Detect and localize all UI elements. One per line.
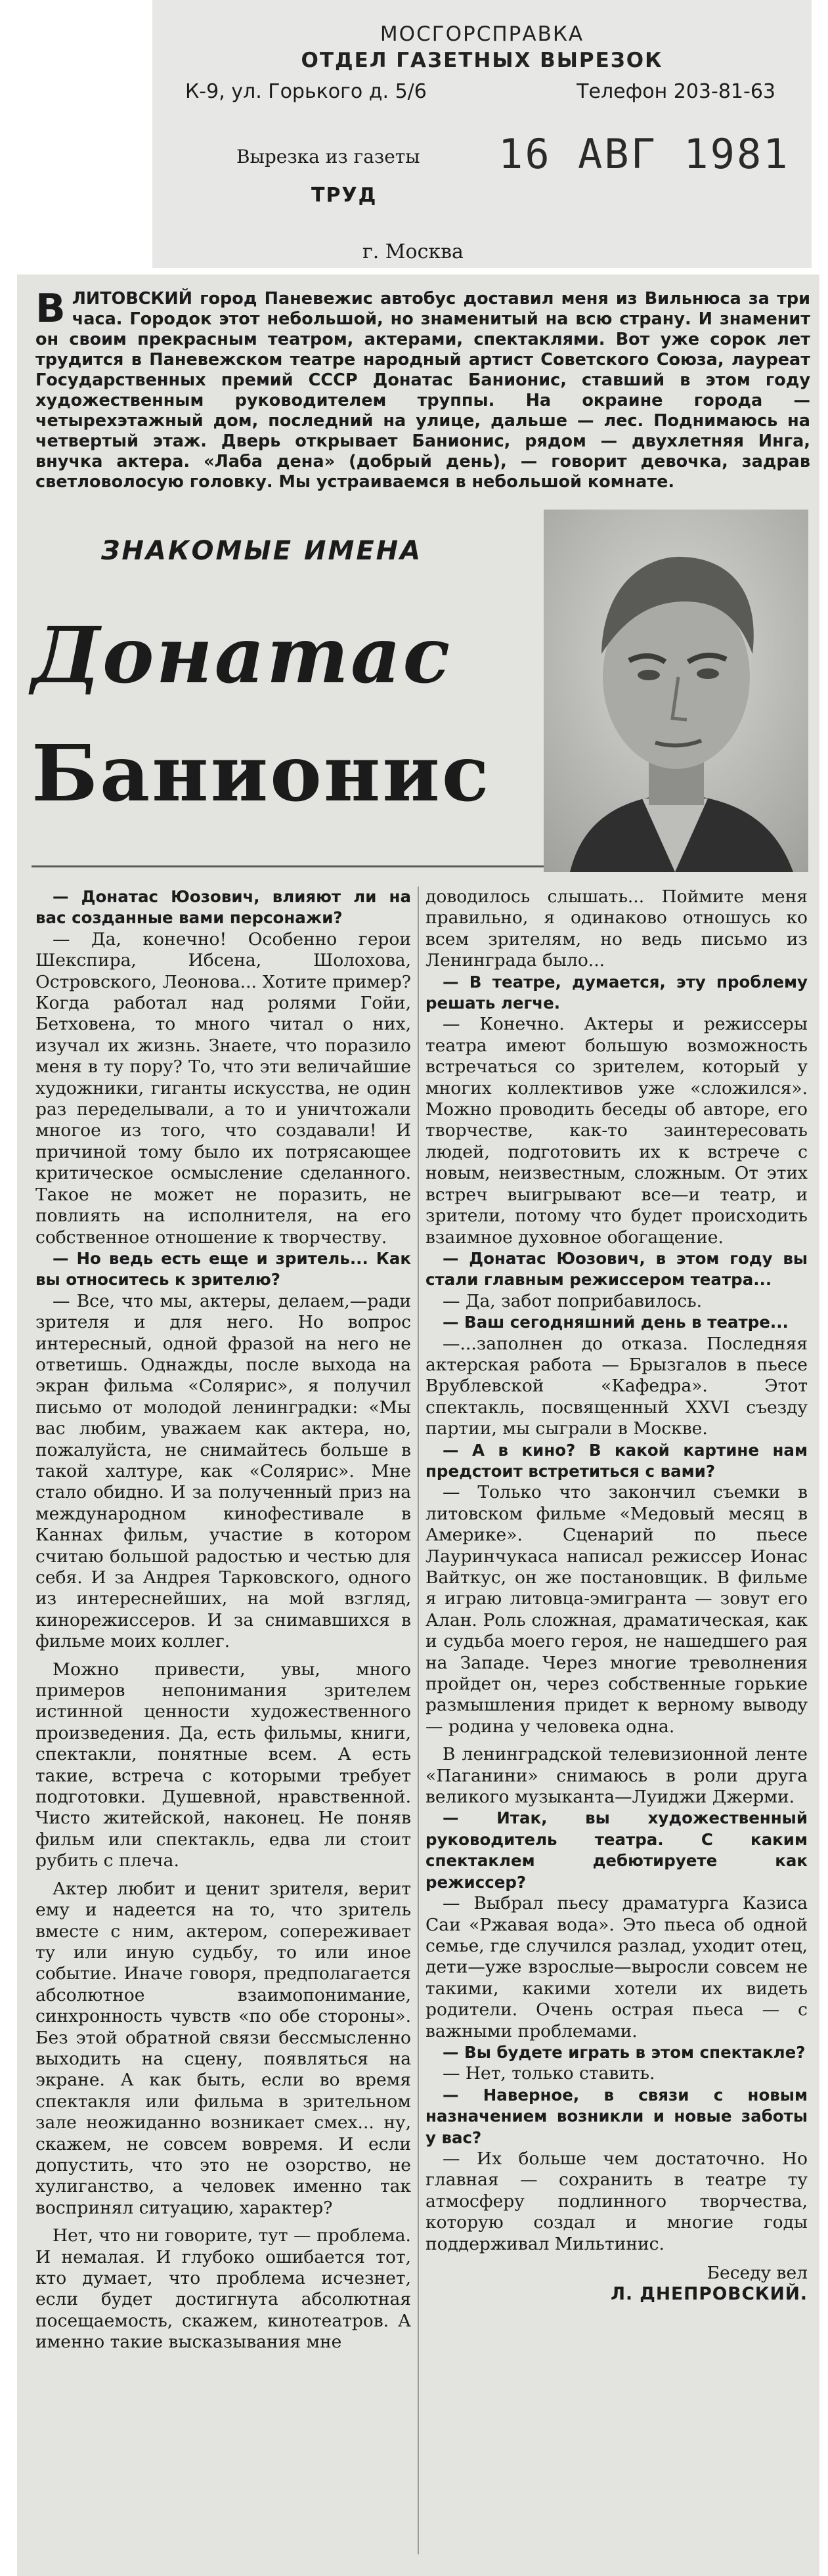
article-clipping	[17, 274, 819, 2576]
article-column-left	[35, 886, 411, 2353]
headline-surname: Банионис	[32, 728, 491, 819]
column-divider	[418, 886, 419, 2554]
interview-answer: В ленинградской телевизионной ленте «Паганини» снимаюсь в роли друга великого музыканта—Луиджи Джерми.	[425, 1744, 808, 1808]
interview-question: — Донатас Юозович, в этом году вы стали главным режиссером театра...	[425, 1248, 808, 1290]
interview-question: — Итак, вы художественный руководитель театра. С каким спектаклем дебютируете как режиссер?	[425, 1808, 808, 1892]
agency-address: К-9, ул. Горького д. 5/6	[185, 80, 427, 103]
agency-department: ОТДЕЛ ГАЗЕТНЫХ ВЫРЕЗОК	[301, 49, 663, 72]
interview-answer: — Нет, только ставить.	[443, 2063, 655, 2084]
rubric-label: ЗНАКОМЫЕ ИМЕНА	[101, 536, 423, 566]
intro-text: ЛИТОВСКИЙ город Паневежис автобус доставил меня из Вильнюса за три часа. Городок этот небольшой, но знаменитый на всю страну. И знаменит он своим прекрасным театром, актерами, спектаклями. Вот уже сорок лет трудится в Паневежском театре народный артист Советского Союза, лауреат Государственных премий СССР Донатас Банионис, ставший в этом году художественным руководителем труппы. На окраине города — четырехэтажный дом, последний на улице, дальше — лес. Поднимаюсь на четвертый этаж. Дверь открывает Банионис, рядом — двухлетняя Инга, внучка актера. «Лаба дена» (добрый день), — говорит девочка, задрав светловолосую головку. Мы устраиваемся в небольшой комнате.	[35, 289, 810, 492]
interview-question: — Наверное, в связи с новым назначением возникли и новые заботы у вас?	[425, 2085, 808, 2147]
interview-answer: — Да, конечно! Особенно герои Шекспира, Ибсена, Шолохова, Островского, Леонова... Хотите пример? Когда работал над ролями Гойи, Бетховена, то много читал о них, изучал их жизнь. Знаете, что поразило меня в ту пору? То, что эти величайшие художники, гиганты искусства, не один раз переделывали, а то и уничтожали многое из того, что создавали! И причиной тому было их потрясающее критическое осмысление сделанного. Такое не может не поразить, не повлиять на исполнителя, на его собственное отношение к творчеству.	[35, 928, 411, 1248]
article-intro	[35, 286, 810, 492]
agency-phone: Телефон 203-81-63	[577, 80, 775, 103]
interview-answer: Нет, что ни говорите, тут — проблема. И немалая. И глубоко ошибается тот, кто думает, что проблема исчезнет, если будет достигнута абсолютная посещаемость, скажем, кинотеатров. А именно такие высказывания мне	[35, 2225, 411, 2353]
portrait-image	[544, 510, 808, 872]
city-label: г. Москва	[362, 240, 464, 263]
interview-question: — В театре, думается, эту проблему решать легче.	[425, 972, 808, 1013]
clipping-agency-header	[152, 0, 812, 268]
interview-question: — Ваш сегодняшний день в театре...	[443, 1313, 789, 1332]
agency-name: МОСГОРСПРАВКА	[380, 22, 584, 46]
interview-question: — Но ведь есть еще и зритель... Как вы относитесь к зрителю?	[35, 1248, 411, 1290]
interview-answer: — Да, забот поприбавилось.	[443, 1290, 703, 1311]
interview-answer: —...заполнен до отказа. Последняя актерская работа — Брызгалов в пьесе Врублевской «Кафедра». Этот спектакль, посвященный XXVI съезду партии, мы сыграли в Москве.	[425, 1333, 808, 1439]
interview-question: — Вы будете играть в этом спектакле?	[443, 2042, 806, 2062]
newspaper-name: ТРУД	[311, 184, 378, 207]
drop-cap: В	[35, 286, 66, 332]
interview-answer: — Все, что мы, актеры, делаем,—ради зрителя и для него. Но вопрос интересный, одной фразой на него не ответишь. Однажды, после выхода на экран фильма «Солярис», я получил письмо от молодой ленинградки: «Мы вас любим, уважаем как актера, но, пожалуйста, не снимайтесь больше в такой халтуре, как «Солярис». Мне стало обидно. И за полученный приз на международном кинофестивале в Каннах фильм, участие в котором считаю большой радостью и честью для себя. И за Андрея Тарковского, одного из интереснейших, на мой взгляд, кинорежиссеров. И за снимавшихся в фильме моих коллег.	[35, 1290, 411, 1652]
interview-answer: доводилось слышать... Поймите меня правильно, я одинаково отношусь ко всем зрителям, но ведь письмо из Ленинграда было...	[425, 886, 808, 971]
interview-answer: — Выбрал пьесу драматурга Казиса Саи «Ржавая вода». Это пьеса об одной семье, где случился разлад, уходит отец, дети—уже взрослые—выросли совсем не такими, какими хотели их видеть родители. Очень острая пьеса — с важными проблемами.	[425, 1893, 808, 2041]
interview-question: — А в кино? В какой картине нам предстоит встретиться с вами?	[425, 1440, 808, 1481]
interview-answer: — Их больше чем достаточно. Но главная — сохранить в театре ту атмосферу подлинного творчества, которую создал и многие годы поддерживал Мильтинис.	[425, 2148, 808, 2254]
article-column-right	[425, 886, 808, 2305]
interview-answer: Актер любит и ценит зрителя, верит ему и надеется на то, что зритель вместе с ним, актером, сопереживает ту или иную судьбу, то или иное событие. Иначе говоря, предполагается абсолютное взаимопонимание, синхронность чувств «по обе стороны». Без этой обратной связи бессмысленно выходить на сцену, появляться на экране. А как быть, если во время спектакля или фильма в зрительном зале неожиданно возникает смех... ну, скажем, не совсем вовремя. И если допустить, что это не озорство, не хулиганство, а человек именно так воспринял ситуацию, характер?	[35, 1878, 411, 2218]
interview-answer: — Конечно. Актеры и режиссеры театра имеют большую возможность встречаться со зрителем, который у многих коллективов уже «сложился». Можно проводить беседы об авторе, его творчестве, как-то заинтересовать людей, подготовить их к встрече с новым, неизвестным, сложным. От этих встреч выигрывают все—и театр, и зрители, потому что будет происходить взаимное духовное обогащение.	[425, 1014, 808, 1248]
clipping-label: Вырезка из газеты	[236, 146, 420, 167]
signature-line: Беседу вел	[707, 2263, 808, 2283]
interview-answer: — Только что закончил съемки в литовском фильме «Медовый месяц в Америке». Сценарий по пьесе Лауринчукаса написал режиссер Ионас Вайткус, он же постановщик. В фильме я играю литовца-эмигранта — зовут его Алан. Роль сложная, драматическая, как и судьба моего героя, не нашедшего рая на Западе. Через многие треволнения пройдет он, через собственные горькие размышления придет к верному выводу — родина у человека одна.	[425, 1482, 808, 1737]
signature-name: Л. ДНЕПРОВСКИЙ.	[610, 2284, 808, 2305]
article-signature	[425, 2263, 808, 2305]
headline-divider	[32, 865, 550, 867]
headline-first-name: Донатас	[32, 609, 452, 701]
date-stamp: 16 АВГ 1981	[498, 130, 790, 178]
interview-question: — Донатас Юозович, влияют ли на вас созданные вами персонажи?	[35, 887, 411, 928]
portrait-photo	[544, 510, 808, 872]
interview-answer: Можно привести, увы, много примеров непонимания зрителем истинной ценности художественного произведения. Да, есть фильмы, книги, спектакли, понятные всем. А есть такие, встреча с которыми требует подготовки. Душевной, нравственной. Чисто житейской, наконец. Не поняв фильм или спектакль, едва ли стоит рубить с плеча.	[35, 1659, 411, 1871]
